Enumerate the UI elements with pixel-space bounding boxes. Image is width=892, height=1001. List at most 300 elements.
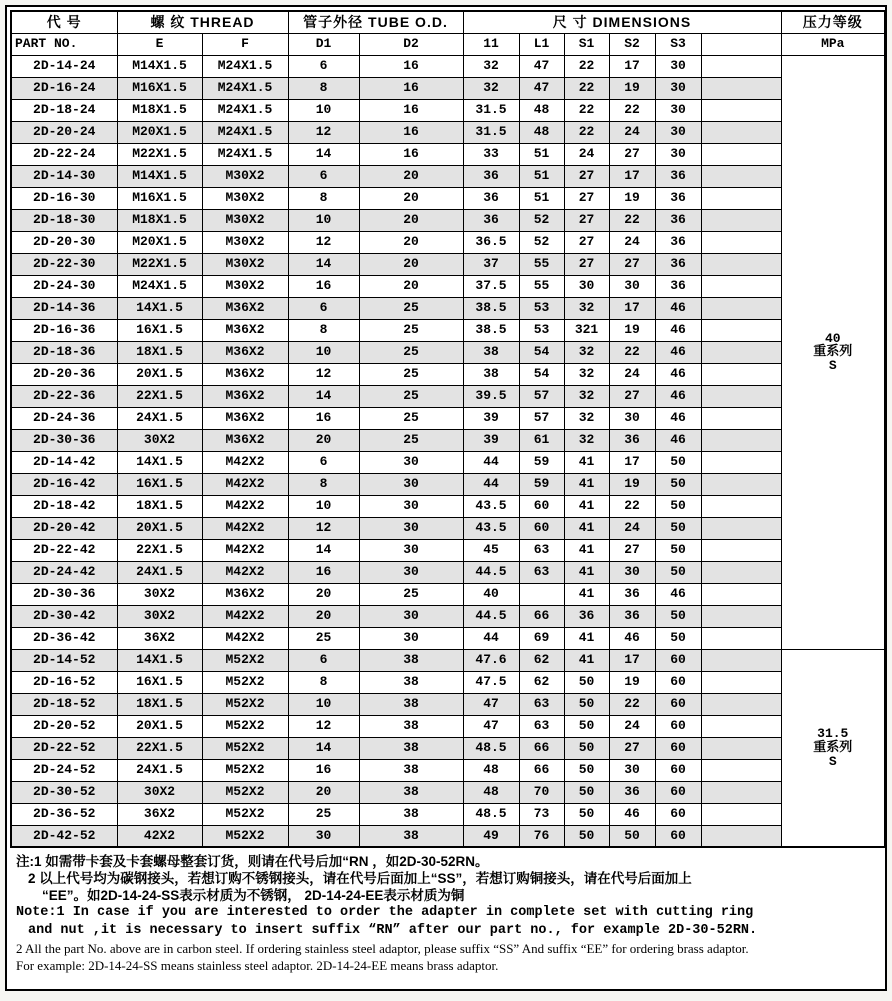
spacer-cell [701,253,781,275]
value-cell: 27 [564,187,609,209]
value-cell: 52 [519,231,564,253]
part-no-cell: 2D-30-36 [11,583,117,605]
value-cell: 14 [288,539,359,561]
value-cell: 20 [288,583,359,605]
value-cell: 76 [519,825,564,847]
table-row [11,671,885,693]
value-cell: 60 [655,759,701,781]
value-cell: 30 [655,55,701,77]
table-row [11,627,885,649]
value-cell: 25 [359,407,463,429]
note-en-3: 2 All the part No. above are in carbon steel. If ordering stainless steel adaptor, please suffix “SS” And suffix “EE” for ordering brass adaptor. [16,941,749,956]
note-en-2: and nut ,it is necessary to insert suffix “RN” after our part no., for example 2D-30-52RN. [28,923,758,938]
value-cell: M36X2 [202,363,288,385]
value-cell: M24X1.5 [202,121,288,143]
value-cell: 36 [655,187,701,209]
value-cell: 18X1.5 [117,341,202,363]
value-cell: M42X2 [202,495,288,517]
table-row [11,253,885,275]
value-cell: 18X1.5 [117,495,202,517]
header-part-en: PART NO. [11,33,117,55]
part-no-cell: 2D-22-52 [11,737,117,759]
spacer-cell [701,275,781,297]
value-cell: M22X1.5 [117,253,202,275]
value-cell: 41 [564,649,609,671]
header-col-s2: S2 [609,33,655,55]
value-cell: M42X2 [202,517,288,539]
table-row [11,473,885,495]
spacer-cell [701,165,781,187]
value-cell: 36X2 [117,627,202,649]
value-cell: 51 [519,165,564,187]
table-row [11,209,885,231]
value-cell: 36 [564,605,609,627]
header-col-d1: D1 [288,33,359,55]
value-cell: 48 [463,781,519,803]
spacer-cell [701,363,781,385]
value-cell: 30 [359,495,463,517]
spacer-cell [701,605,781,627]
value-cell: 25 [359,341,463,363]
value-cell: 24 [609,121,655,143]
spacer-cell [701,77,781,99]
header-col-d2: D2 [359,33,463,55]
header-col-e: E [117,33,202,55]
value-cell: 51 [519,187,564,209]
value-cell: 20 [288,429,359,451]
value-cell: 8 [288,671,359,693]
value-cell: M30X2 [202,253,288,275]
value-cell: 50 [564,737,609,759]
value-cell: 69 [519,627,564,649]
table-row [11,781,885,803]
value-cell: 30 [655,143,701,165]
value-cell: 19 [609,671,655,693]
value-cell: 19 [609,319,655,341]
value-cell: 50 [655,605,701,627]
part-no-cell: 2D-16-36 [11,319,117,341]
value-cell: 37.5 [463,275,519,297]
table-body [11,55,885,847]
header-part-cn: 代 号 [11,11,117,33]
value-cell: 50 [609,825,655,847]
value-cell: 62 [519,671,564,693]
value-cell: 30 [655,121,701,143]
value-cell: 31.5 [463,99,519,121]
value-cell: 25 [359,363,463,385]
table-row [11,737,885,759]
value-cell: 47.5 [463,671,519,693]
value-cell: M52X2 [202,671,288,693]
value-cell: 66 [519,605,564,627]
value-cell: 54 [519,341,564,363]
value-cell: 22X1.5 [117,737,202,759]
value-cell: 38 [359,803,463,825]
value-cell: 22X1.5 [117,385,202,407]
value-cell: 63 [519,715,564,737]
part-no-cell: 2D-18-42 [11,495,117,517]
spacer-cell [701,209,781,231]
value-cell: 24 [609,517,655,539]
value-cell: 36 [609,429,655,451]
value-cell: 30X2 [117,583,202,605]
value-cell: 41 [564,583,609,605]
table-row [11,451,885,473]
value-cell: 36 [463,165,519,187]
value-cell: 18X1.5 [117,693,202,715]
value-cell: 14 [288,737,359,759]
spacer-cell [701,517,781,539]
value-cell: M24X1.5 [202,143,288,165]
value-cell: 24 [564,143,609,165]
value-cell: M30X2 [202,275,288,297]
value-cell: M52X2 [202,825,288,847]
header-dimensions: 尺 寸 DIMENSIONS [463,11,781,33]
value-cell: 46 [609,627,655,649]
pressure-class-cell: 31.5 重系列 S [781,649,885,847]
value-cell: 54 [519,363,564,385]
value-cell: 48 [519,121,564,143]
value-cell: 39.5 [463,385,519,407]
value-cell: 60 [655,803,701,825]
value-cell: 30 [655,99,701,121]
value-cell: 50 [564,693,609,715]
value-cell: 30 [609,561,655,583]
value-cell: M22X1.5 [117,143,202,165]
value-cell: 48.5 [463,737,519,759]
header-pressure-class: 压力等级 [781,11,885,33]
table-row [11,187,885,209]
value-cell: 43.5 [463,495,519,517]
table-row [11,649,885,671]
value-cell: 24 [609,231,655,253]
table-row [11,715,885,737]
value-cell: 16 [359,121,463,143]
value-cell: 27 [609,385,655,407]
value-cell: 55 [519,253,564,275]
value-cell: 41 [564,627,609,649]
value-cell: 60 [655,649,701,671]
value-cell: 10 [288,209,359,231]
value-cell: 30 [359,561,463,583]
part-no-cell: 2D-16-42 [11,473,117,495]
value-cell: 6 [288,165,359,187]
note-en-1: Note:1 In case if you are interested to order the adapter in complete set with cutting ring [16,905,754,920]
value-cell: 60 [655,693,701,715]
value-cell: 32 [564,429,609,451]
value-cell: M14X1.5 [117,55,202,77]
value-cell: 38.5 [463,319,519,341]
value-cell: 50 [564,781,609,803]
value-cell: 32 [463,77,519,99]
value-cell: 22 [564,55,609,77]
spacer-cell [701,649,781,671]
value-cell: 20 [359,275,463,297]
value-cell: 30 [655,77,701,99]
value-cell: M42X2 [202,605,288,627]
value-cell: 59 [519,473,564,495]
value-cell: 17 [609,451,655,473]
value-cell: M52X2 [202,715,288,737]
value-cell: M30X2 [202,209,288,231]
value-cell: 30 [359,517,463,539]
value-cell: 50 [564,671,609,693]
value-cell: 31.5 [463,121,519,143]
value-cell: 44.5 [463,605,519,627]
part-no-cell: 2D-14-42 [11,451,117,473]
value-cell: 44 [463,627,519,649]
header-thread: 螺 纹 THREAD [117,11,288,33]
value-cell: 20 [288,605,359,627]
value-cell: 24 [609,363,655,385]
value-cell: M52X2 [202,803,288,825]
part-no-cell: 2D-24-30 [11,275,117,297]
value-cell: 55 [519,275,564,297]
value-cell: 53 [519,319,564,341]
value-cell: 24X1.5 [117,407,202,429]
value-cell: 38 [359,759,463,781]
value-cell: 32 [564,297,609,319]
value-cell: 24 [609,715,655,737]
spacer-cell [701,759,781,781]
part-no-cell: 2D-24-36 [11,407,117,429]
value-cell: M18X1.5 [117,209,202,231]
value-cell: 66 [519,737,564,759]
value-cell: 32 [564,341,609,363]
table-row [11,231,885,253]
spacer-cell [701,121,781,143]
header-row-cn [11,11,885,33]
value-cell: 36 [655,209,701,231]
spacer-cell [701,231,781,253]
header-tube-od: 管子外径 TUBE O.D. [288,11,463,33]
part-no-cell: 2D-22-30 [11,253,117,275]
part-no-cell: 2D-30-36 [11,429,117,451]
value-cell: 63 [519,561,564,583]
value-cell: M16X1.5 [117,187,202,209]
value-cell: 36 [655,231,701,253]
value-cell: 25 [288,627,359,649]
part-no-cell: 2D-20-30 [11,231,117,253]
value-cell: 24X1.5 [117,561,202,583]
spacer-cell [701,561,781,583]
part-no-cell: 2D-20-42 [11,517,117,539]
value-cell: 16 [359,77,463,99]
value-cell: M42X2 [202,473,288,495]
table-row [11,759,885,781]
part-no-cell: 2D-30-52 [11,781,117,803]
value-cell: 36X2 [117,803,202,825]
value-cell: M42X2 [202,627,288,649]
value-cell: 70 [519,781,564,803]
value-cell: 14 [288,253,359,275]
table-row [11,385,885,407]
value-cell: M52X2 [202,649,288,671]
table-row [11,429,885,451]
value-cell: 20 [359,165,463,187]
spacer-cell [701,737,781,759]
value-cell: 12 [288,715,359,737]
value-cell: 50 [564,825,609,847]
header-col-mpa: MPa [781,33,885,55]
value-cell: 30 [359,539,463,561]
part-no-cell: 2D-14-36 [11,297,117,319]
value-cell: 48 [463,759,519,781]
value-cell: 27 [609,143,655,165]
value-cell: M30X2 [202,187,288,209]
value-cell: 46 [655,297,701,319]
header-col-l1-lower: 11 [463,33,519,55]
value-cell: 37 [463,253,519,275]
value-cell: 48.5 [463,803,519,825]
spacer-cell [701,671,781,693]
part-no-cell: 2D-14-30 [11,165,117,187]
value-cell: 42X2 [117,825,202,847]
value-cell: 10 [288,341,359,363]
header-col-blank [701,33,781,55]
value-cell: M52X2 [202,759,288,781]
header-col-s1: S1 [564,33,609,55]
spacer-cell [701,473,781,495]
table-row [11,583,885,605]
value-cell: 36 [463,209,519,231]
value-cell: 19 [609,187,655,209]
value-cell: 20 [288,781,359,803]
table-row [11,517,885,539]
value-cell: 30 [564,275,609,297]
value-cell: 50 [655,451,701,473]
value-cell: 49 [463,825,519,847]
value-cell: 46 [655,583,701,605]
header-row-en [11,33,885,55]
spacer-cell [701,583,781,605]
value-cell: 46 [655,385,701,407]
value-cell: 36 [463,187,519,209]
value-cell: 38.5 [463,297,519,319]
value-cell: 36.5 [463,231,519,253]
part-no-cell: 2D-20-24 [11,121,117,143]
value-cell: 20 [359,209,463,231]
value-cell: 61 [519,429,564,451]
spacer-cell [701,187,781,209]
part-no-cell: 2D-22-42 [11,539,117,561]
value-cell: M36X2 [202,341,288,363]
value-cell: 25 [359,319,463,341]
value-cell: 14 [288,385,359,407]
value-cell: 62 [519,649,564,671]
value-cell: 6 [288,649,359,671]
value-cell: 48 [519,99,564,121]
value-cell: 20 [359,231,463,253]
value-cell: 22 [609,495,655,517]
value-cell: 8 [288,77,359,99]
spacer-cell [701,407,781,429]
value-cell: M20X1.5 [117,121,202,143]
value-cell: M52X2 [202,781,288,803]
header-col-s3: S3 [655,33,701,55]
value-cell: 30 [609,275,655,297]
value-cell: 32 [463,55,519,77]
value-cell: 30 [359,627,463,649]
value-cell: 22 [564,121,609,143]
table-row [11,165,885,187]
table-row [11,539,885,561]
value-cell: M36X2 [202,297,288,319]
value-cell: 38 [359,715,463,737]
value-cell: 38 [359,781,463,803]
part-no-cell: 2D-16-30 [11,187,117,209]
value-cell: 25 [359,429,463,451]
value-cell: 321 [564,319,609,341]
value-cell: 25 [359,385,463,407]
value-cell: M14X1.5 [117,165,202,187]
header-col-f: F [202,33,288,55]
value-cell: M30X2 [202,165,288,187]
table-row [11,495,885,517]
value-cell: M16X1.5 [117,77,202,99]
value-cell: 41 [564,495,609,517]
part-no-cell: 2D-22-36 [11,385,117,407]
spacer-cell [701,539,781,561]
value-cell: 60 [655,825,701,847]
value-cell: M36X2 [202,319,288,341]
spacer-cell [701,803,781,825]
value-cell: 38 [359,693,463,715]
table-row [11,341,885,363]
value-cell: 36 [655,165,701,187]
spacer-cell [701,341,781,363]
table-row [11,77,885,99]
value-cell: M42X2 [202,451,288,473]
spacer-cell [701,627,781,649]
table-row [11,55,885,77]
header-col-l1: L1 [519,33,564,55]
spacer-cell [701,143,781,165]
value-cell: 6 [288,451,359,473]
value-cell: 25 [359,297,463,319]
value-cell: 46 [655,363,701,385]
value-cell: 27 [609,737,655,759]
value-cell: 25 [359,583,463,605]
notes-section [10,848,882,974]
value-cell: 14 [288,143,359,165]
part-no-cell: 2D-18-36 [11,341,117,363]
value-cell: 50 [655,517,701,539]
value-cell: 46 [655,407,701,429]
value-cell: 30 [609,759,655,781]
table-row [11,99,885,121]
value-cell: 32 [564,385,609,407]
value-cell: 38 [359,671,463,693]
part-no-cell: 2D-22-24 [11,143,117,165]
value-cell: 16 [288,759,359,781]
value-cell: M30X2 [202,231,288,253]
value-cell: 16 [359,55,463,77]
part-no-cell: 2D-14-24 [11,55,117,77]
part-no-cell: 2D-16-52 [11,671,117,693]
table-row [11,297,885,319]
value-cell: 32 [564,363,609,385]
value-cell: 30 [609,407,655,429]
table-row [11,319,885,341]
value-cell: 41 [564,451,609,473]
spacer-cell [701,99,781,121]
value-cell: 30 [359,451,463,473]
value-cell: 16 [288,561,359,583]
value-cell: 47 [519,77,564,99]
value-cell: 30 [359,605,463,627]
value-cell: 10 [288,693,359,715]
